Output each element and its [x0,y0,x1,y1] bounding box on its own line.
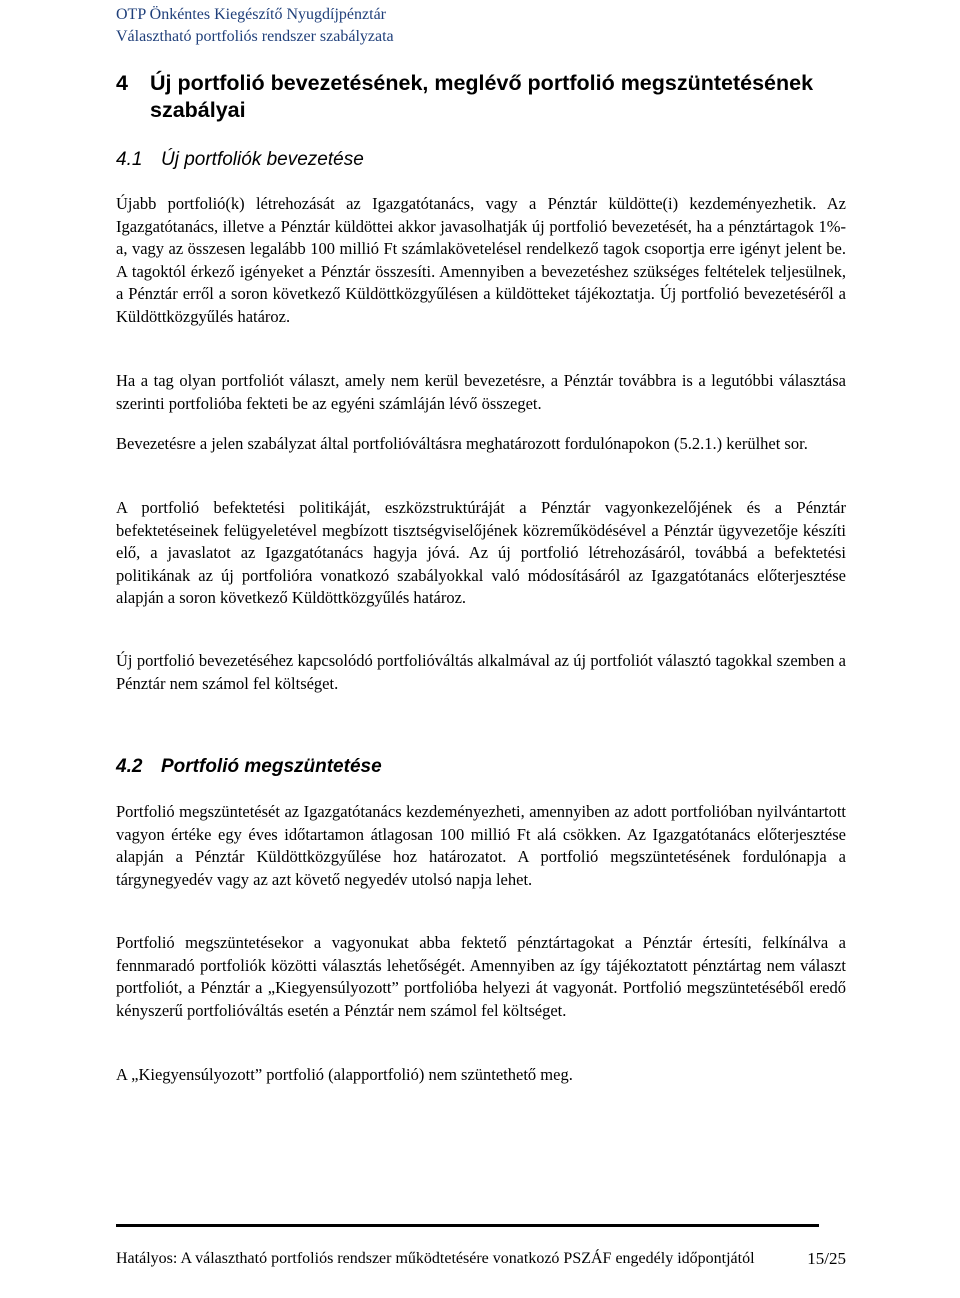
paragraph: Ha a tag olyan portfoliót választ, amely nem kerül bevezetésre, a Pénztár továbbra is a legutóbbi választása szerinti portfolióba fekteti be az egyéni számláján lévő összeget. [116,371,846,413]
section-4-2-title: Portfolió megszüntetése [161,756,382,777]
section-4-number: 4 [116,71,128,95]
page-footer [116,1248,846,1270]
paragraph: A „Kiegyensúlyozott” portfolió (alapportfolió) nem szüntethető meg. [116,1065,573,1084]
paragraph: Portfolió megszüntetését az Igazgatótanács kezdeményezheti, amennyiben az adott portfolióban nyilvántartott vagyon értéke egy éves időtartamon átlagosan 100 millió Ft alá csökken. Az Igazgatótanács előterjesztése alapján a Pénztár Küldöttközgyűlése hoz határozatot. A portfolió megszüntetésének fordulónapja a tárgynegyedév vagy az azt követő negyedév utolsó napja lehet. [116,802,846,889]
section-4-1-heading [116,148,364,172]
page-number: 15/25 [807,1249,846,1268]
section-4-title: Új portfolió bevezetésének, meglévő portfolió megszüntetésének szabályai [150,71,814,122]
footer-text: Hatályos: A választható portfoliós rendszer működtetésére vonatkozó PSZÁF engedély időpontjától [116,1250,755,1267]
header-doc-title: Választható portfoliós rendszer szabályzata [116,28,394,45]
section-4-2-heading [116,755,382,779]
paragraph: A portfolió befektetési politikáját, eszközstruktúráját a Pénztár vagyonkezelőjének és a Pénztár befektetéseinek felügyeletével megbízott tisztségviselőjének közreműködésével a Pénztár ügyvezetője készíti elő, a javaslatot az Igazgatótanács hagyja jóvá. Az új portfolió létrehozásáról, továbbá a befektetési politikának az új portfolióra vonatkozó szabályokkal való módosításáról az Igazgatótanács előterjesztése alapján a soron következő Küldöttközgyűlés határoz. [116,498,846,608]
section-4-2-number: 4.2 [116,756,143,777]
paragraph: Bevezetésre a jelen szabályzat által portfolióváltásra meghatározott fordulónapokon (5.2.1.) kerülhet sor. [116,434,808,453]
section-4-heading [116,70,856,124]
section-4-1-number: 4.1 [116,149,143,170]
paragraph: Portfolió megszüntetésekor a vagyonukat abba fektető pénztártagokat a Pénztár értesíti, felkínálva a fennmaradó portfoliók közötti választás lehetőségét. Amennyiben az így tájékoztatott pénztártag nem választ portfoliót, a Pénztár a „Kiegyensúlyozott” portfolióba helyezi át vagyonát. Portfolió megszüntetéséből eredő kényszerű portfolióváltás esetén a Pénztár nem számol fel költséget. [116,933,846,1020]
paragraph: Új portfolió bevezetéséhez kapcsolódó portfolióváltás alkalmával az új portfoliót választó tagokkal szemben a Pénztár nem számol fel költséget. [116,651,846,693]
header-org: OTP Önkéntes Kiegészítő Nyugdíjpénztár [116,6,387,23]
page-header [116,4,394,48]
footer-divider [116,1224,819,1227]
paragraph: Újabb portfolió(k) létrehozását az Igazgatótanács, vagy a Pénztár küldötte(i) kezdeményezhetik. Az Igazgatótanács, illetve a Pénztár küldöttei akkor javasolhatják új portfolió bevezetését, ha a pénztártagok 1%-a, vagy az összesen legalább 100 millió Ft számlakövetelésel rendelkező tagok csoportja erre igényt jelent be. A tagoktól érkező igényeket a Pénztár összesíti. Amennyiben a bevezetéshez szükséges feltételek teljesülnek, a Pénztár erről a soron következő Küldöttközgyűlésen a küldötteket tájékoztatja. Új portfolió bevezetéséről a Küldöttközgyűlés határoz. [116,194,846,326]
section-4-1-title: Új portfoliók bevezetése [161,149,364,170]
